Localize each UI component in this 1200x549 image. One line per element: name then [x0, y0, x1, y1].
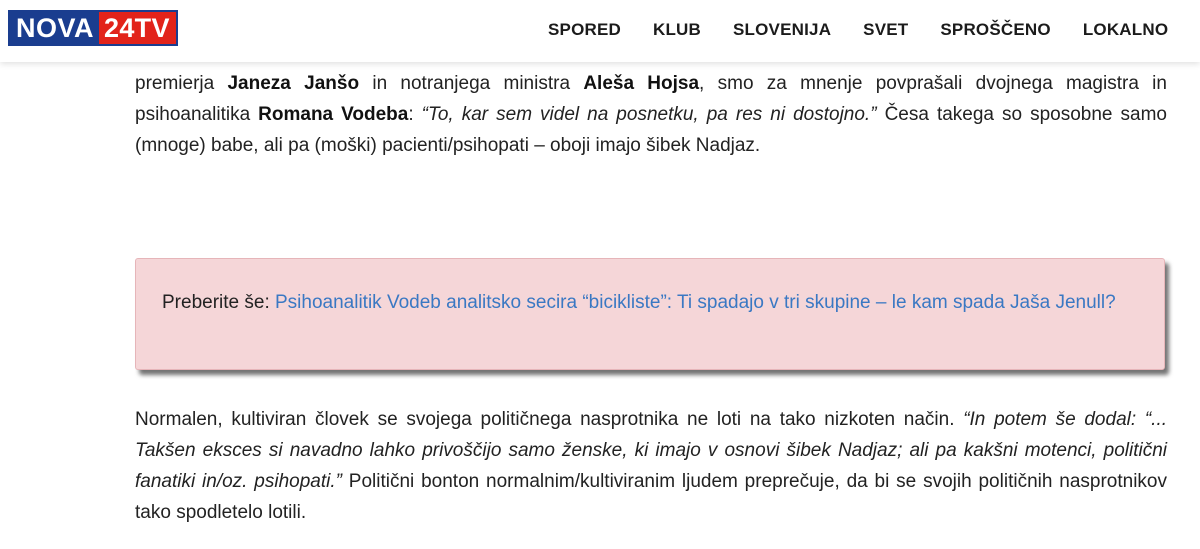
read-more-box [135, 258, 1165, 370]
text-segment: Česa takega so sposobne samo (mnoge) babe, ali pa (moški) pacienti/psihopati – oboji imajo šibek Nadjaz. [135, 104, 1167, 156]
site-header [0, 0, 1200, 62]
nav-sprosceno[interactable]: SPROŠČENO [940, 20, 1051, 39]
logo-24tv-text: 24TV [99, 12, 176, 44]
quote-italic: “In potem še dodal: “... Takšen eksces si navadno lahko privoščijo samo ženske, ki imajo v osnovi šibek Nadjaz; ali pa kakšni motenci, politični fanatiki in/oz. psihopati.” [135, 409, 1167, 492]
main-nav [532, 0, 1200, 60]
text-segment: Normalen, kultiviran človek se svojega političnega nasprotnika ne loti na tako nizkoten način. [135, 409, 964, 430]
quote-italic: “To, kar sem videl na posnetku, pa res ni dostojno.” [421, 104, 877, 125]
text-segment: , smo za mnenje povprašali dvojnega magistra in psihoanalitika [135, 73, 1167, 125]
read-more-link[interactable]: Psihoanalitik Vodeb analitsko secira “bicikliste”: Ti spadajo v tri skupine – le kam spada Jaša Jenull? [275, 292, 1116, 313]
nav-spored[interactable]: SPORED [548, 20, 621, 39]
site-logo[interactable] [8, 10, 178, 46]
nav-svet[interactable]: SVET [863, 20, 909, 39]
logo-nova-text: NOVA [10, 12, 99, 44]
read-more-label: Preberite še: [162, 292, 275, 313]
text-segment: premierja [135, 73, 215, 94]
text-segment: Politični bonton normalnim/kultiviranim ljudem preprečuje, da bi se svojih političnih nasprotnikov tako spodletelo lotili. [135, 471, 1167, 523]
bold-name-hojs: Aleša Hojsa [583, 73, 700, 94]
bold-name-vodeb: Romana Vodeba [258, 104, 409, 125]
nav-slovenija[interactable]: SLOVENIJA [733, 20, 832, 39]
nav-klub[interactable]: KLUB [653, 20, 702, 39]
article-paragraph-2 [135, 404, 1167, 528]
nav-lokalno[interactable]: LOKALNO [1082, 20, 1169, 39]
text-segment: in notranjega ministra [359, 73, 584, 94]
text-segment: : [408, 104, 422, 125]
bold-name-jansa: Janeza Janšo [227, 73, 360, 94]
